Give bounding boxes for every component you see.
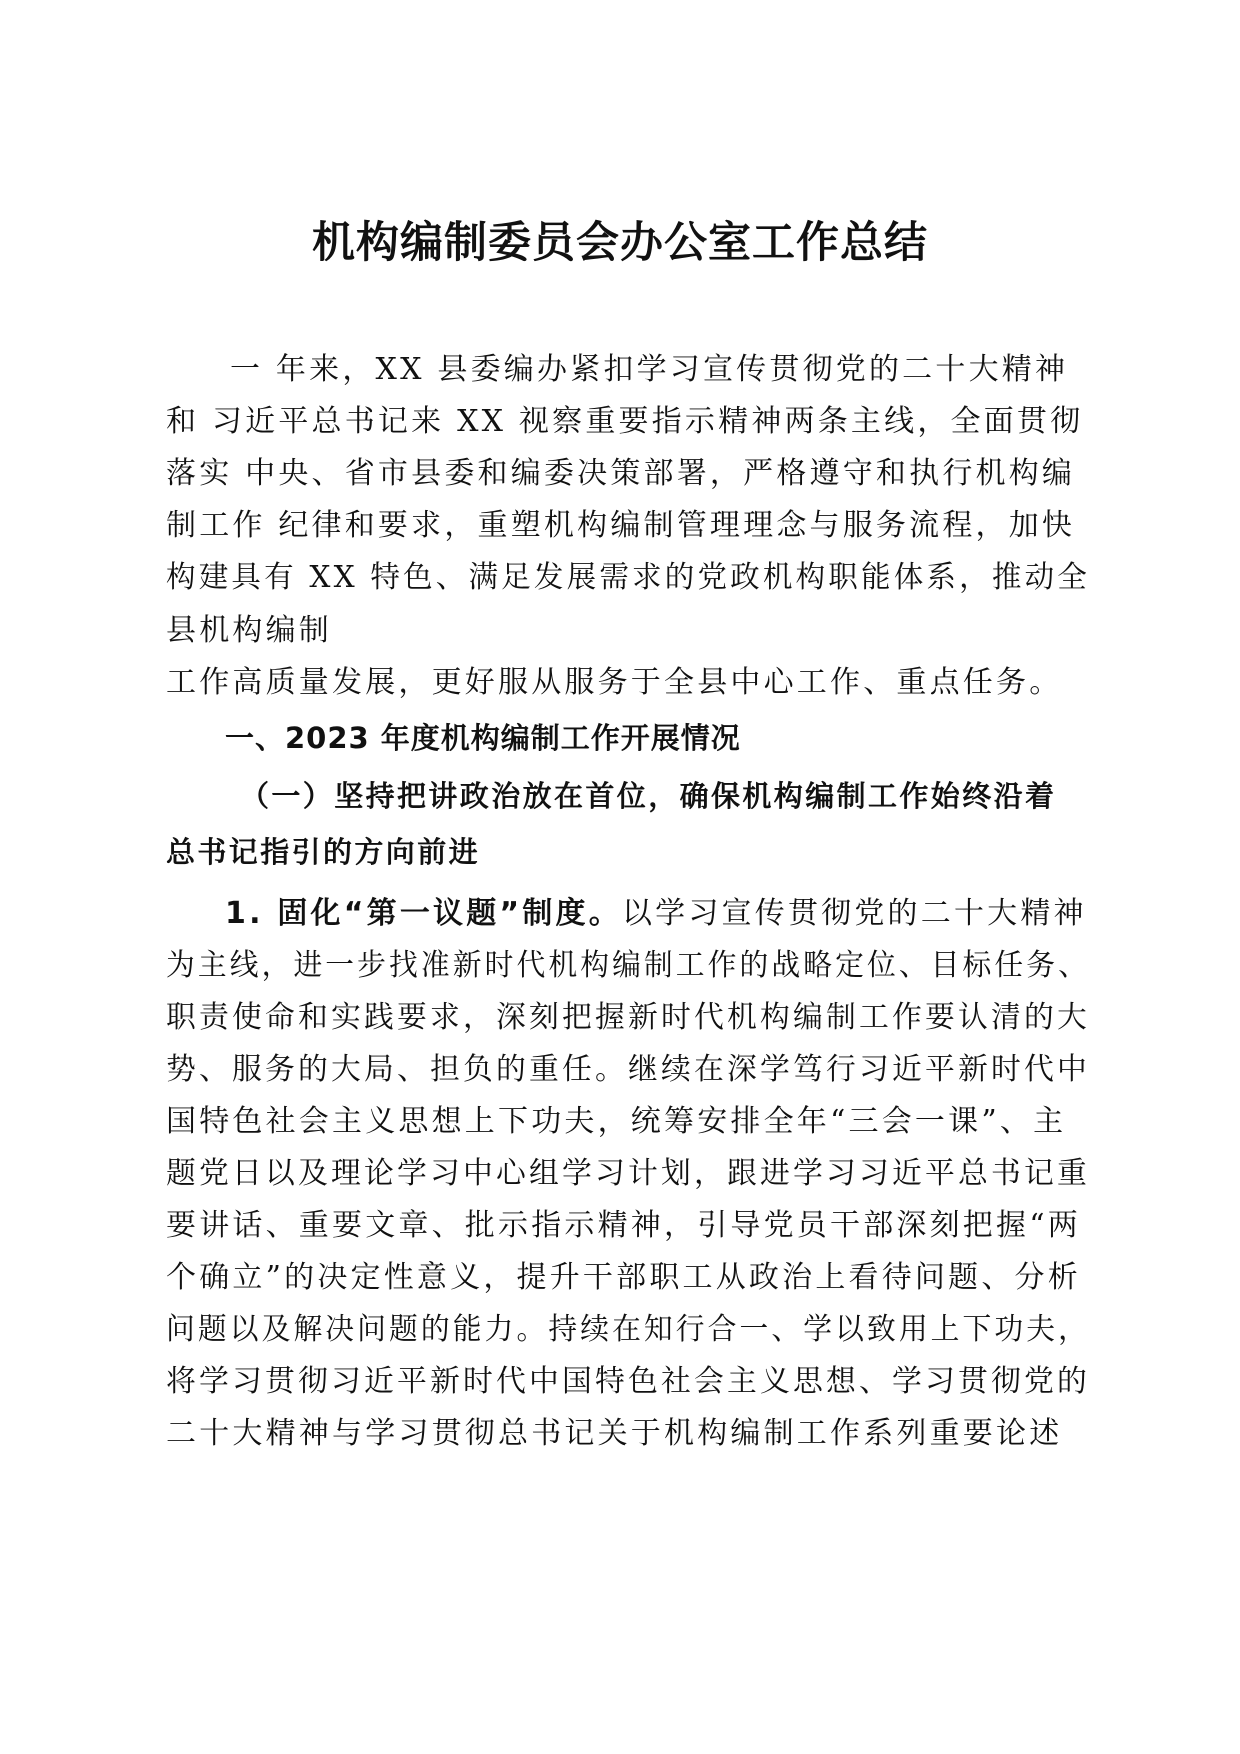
intro-line: 一 年来，XX 县委编办紧扣学习宣传贯彻党的二十大精神 (230, 352, 1069, 387)
subsection-heading: （一）坚持把讲政治放在首位，确保机构编制工作始终沿着 (240, 779, 1057, 813)
intro-line: 和 习近平总书记来 XX 视察重要指示精神两条主线，全面贯彻 (166, 404, 1084, 439)
item-1-text: 以学习宣传贯彻党的二十大精神 (621, 896, 1087, 931)
body-line: 将学习贯彻习近平新时代中国特色社会主义思想、学习贯彻党的 (166, 1364, 1090, 1399)
body-line: 问题以及解决问题的能力。持续在知行合一、学以致用上下功夫， (166, 1312, 1090, 1347)
document-title: 机构编制委员会办公室工作总结 (312, 218, 928, 268)
intro-line: 县机构编制 (166, 613, 332, 648)
body-line: 二十大精神与学习贯彻总书记关于机构编制工作系列重要论述 (166, 1416, 1063, 1451)
intro-line: 工作高质量发展，更好服从服务于全县中心工作、重点任务。 (166, 665, 1063, 700)
body-line: 职责使命和实践要求，深刻把握新时代机构编制工作要认清的大 (166, 1000, 1090, 1035)
section-heading: 一、2023 年度机构编制工作开展情况 (225, 721, 741, 755)
intro-line: 制工作 纪律和要求，重塑机构编制管理理念与服务流程，加快 (166, 508, 1076, 543)
body-line: 题党日以及理论学习中心组学习计划，跟进学习习近平总书记重 (166, 1156, 1090, 1191)
item-1-label: 1. 固化“第一议题”制度。 (225, 896, 622, 931)
body-line: 为主线，进一步找准新时代机构编制工作的战略定位、目标任务、 (166, 948, 1090, 983)
subsection-heading-continuation: 总书记指引的方向前进 (166, 835, 481, 869)
intro-line: 落实 中央、省市县委和编委决策部署，严格遵守和执行机构编 (166, 456, 1076, 491)
intro-line: 构建具有 XX 特色、满足发展需求的党政机构职能体系，推动全 (166, 560, 1090, 595)
body-line: 要讲话、重要文章、批示指示精神，引导党员干部深刻把握“两 (166, 1208, 1081, 1243)
body-line: 个确立”的决定性意义，提升干部职工从政治上看待问题、分析 (166, 1260, 1081, 1295)
body-line: 国特色社会主义思想上下功夫，统筹安排全年“三会一课”、主 (166, 1104, 1067, 1139)
body-line: 势、服务的大局、担负的重任。继续在深学笃行习近平新时代中 (166, 1052, 1090, 1087)
item-1-first-line (225, 888, 1087, 940)
